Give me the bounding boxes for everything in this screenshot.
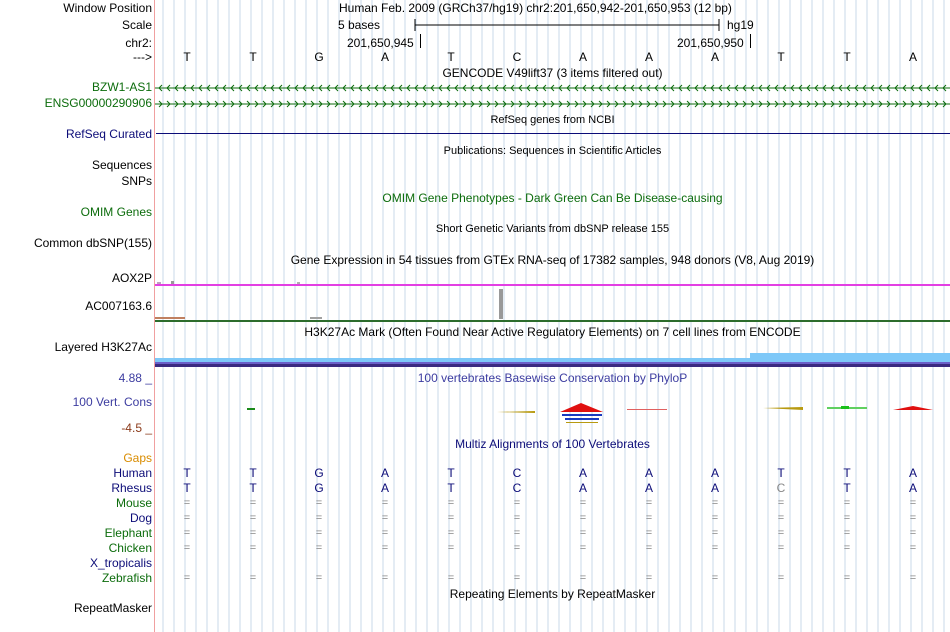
scale-bases-text: 5 bases	[338, 18, 381, 32]
alignment-base: =	[315, 497, 323, 509]
species-label: Human	[113, 466, 152, 480]
alignment-base: =	[579, 572, 587, 584]
phylop-max-label: 4.88 _	[118, 371, 152, 385]
species-label: Dog	[129, 511, 152, 525]
alignment-base: =	[645, 527, 653, 539]
alignment-base: =	[249, 572, 257, 584]
alignment-base: =	[249, 527, 257, 539]
alignment-base: T	[447, 466, 455, 480]
multiz-gaps-label: Gaps	[123, 451, 152, 465]
species-label: Elephant	[104, 526, 152, 540]
phylop-conservation-plot	[155, 400, 950, 430]
alignment-base: =	[381, 512, 389, 524]
alignment-base: =	[315, 512, 323, 524]
alignment-base: =	[645, 572, 653, 584]
alignment-base: =	[711, 512, 719, 524]
scale-label: Scale	[121, 18, 152, 32]
alignment-base: =	[711, 497, 719, 509]
refseq-curated-label[interactable]: RefSeq Curated	[65, 127, 152, 141]
alignment-base: =	[711, 542, 719, 554]
alignment-base: A	[908, 466, 917, 480]
alignment-base: =	[249, 542, 257, 554]
base-letter: T	[249, 50, 257, 64]
refseq-gene-line[interactable]	[156, 133, 950, 134]
alignment-base: A	[644, 481, 653, 495]
position-tick-1: 201,650,945	[347, 36, 414, 50]
gtex-ac007163-bars	[155, 281, 950, 323]
window-position-label: Window Position	[63, 1, 152, 15]
species-label: Rhesus	[111, 481, 152, 495]
base-letter: A	[710, 50, 719, 64]
alignment-base: A	[710, 481, 719, 495]
alignment-base: G	[314, 466, 324, 480]
alignment-base: C	[776, 481, 786, 495]
alignment-base: C	[512, 481, 522, 495]
base-letter: C	[512, 50, 522, 64]
alignment-base: =	[711, 572, 719, 584]
alignment-base: =	[777, 572, 785, 584]
common-dbsnp-label: Common dbSNP(155)	[33, 236, 152, 250]
alignment-base: =	[843, 497, 851, 509]
gtex-track-title: Gene Expression in 54 tissues from GTEx RNA-seq of 17382 samples, 948 donors (V8, Aug 2019)	[290, 253, 815, 267]
alignment-base: A	[644, 466, 653, 480]
alignment-base: A	[578, 466, 587, 480]
alignment-base: =	[843, 527, 851, 539]
alignment-base: T	[843, 481, 851, 495]
window-position-text: Human Feb. 2009 (GRCh37/hg19) chr2:201,650,942-201,650,953 (12 bp)	[339, 1, 732, 15]
alignment-base: =	[777, 497, 785, 509]
alignment-base: =	[777, 527, 785, 539]
alignment-base: =	[381, 497, 389, 509]
alignment-base: =	[447, 512, 455, 524]
scale-bar	[414, 17, 722, 33]
alignment-base: =	[645, 497, 653, 509]
multiz-track-title: Multiz Alignments of 100 Vertebrates	[455, 437, 650, 451]
alignment-base: A	[578, 481, 587, 495]
alignment-base: =	[645, 542, 653, 554]
alignment-base: =	[909, 512, 917, 524]
alignment-base: =	[579, 542, 587, 554]
base-letter: A	[578, 50, 587, 64]
alignment-base: T	[249, 466, 257, 480]
alignment-base: =	[183, 542, 191, 554]
alignment-base: C	[512, 466, 522, 480]
dbsnp-track-title: Short Genetic Variants from dbSNP release 155	[435, 223, 670, 235]
scale-assembly-text: hg19	[727, 18, 754, 32]
alignment-base: =	[315, 542, 323, 554]
alignment-base: =	[381, 527, 389, 539]
alignment-base: T	[843, 466, 851, 480]
omim-genes-label: OMIM Genes	[80, 205, 152, 219]
alignment-base: A	[380, 481, 389, 495]
alignment-base: =	[249, 497, 257, 509]
alignment-base: =	[315, 527, 323, 539]
alignment-base: =	[579, 527, 587, 539]
alignment-base: =	[381, 542, 389, 554]
base-letter: A	[908, 50, 917, 64]
alignment-base: A	[908, 481, 917, 495]
base-letter: T	[447, 50, 455, 64]
publications-sequences-label: Sequences	[91, 158, 152, 172]
gencode-track-title: GENCODE V49lift37 (3 items filtered out)	[442, 66, 663, 80]
alignment-base: =	[381, 572, 389, 584]
alignment-base: =	[447, 542, 455, 554]
alignment-base: =	[843, 542, 851, 554]
alignment-base: T	[249, 481, 257, 495]
alignment-base: =	[909, 542, 917, 554]
alignment-base: =	[513, 527, 521, 539]
repeatmasker-label: RepeatMasker	[73, 601, 152, 615]
alignment-base: T	[183, 481, 191, 495]
alignment-base: =	[183, 527, 191, 539]
publications-track-title: Publications: Sequences in Scientific Articles	[443, 145, 662, 157]
gene-bzw1-as1-line[interactable]	[155, 82, 950, 94]
alignment-base: =	[513, 497, 521, 509]
repeatmasker-track-title: Repeating Elements by RepeatMasker	[449, 587, 656, 601]
h3k27ac-track-title: H3K27Ac Mark (Often Found Near Active Regulatory Elements) on 7 cell lines from ENCODE	[304, 325, 801, 339]
alignment-base: =	[909, 527, 917, 539]
species-label: Zebrafish	[101, 571, 152, 585]
base-letter: G	[314, 50, 324, 64]
alignment-base: =	[843, 512, 851, 524]
gene-ensg00000290906-line[interactable]	[155, 98, 950, 110]
alignment-base: =	[447, 572, 455, 584]
alignment-base: =	[579, 512, 587, 524]
alignment-base: =	[843, 572, 851, 584]
alignment-base: =	[909, 572, 917, 584]
alignment-base: =	[909, 497, 917, 509]
alignment-base: =	[513, 572, 521, 584]
chromosome-label: chr2:	[125, 36, 152, 50]
alignment-base: =	[645, 512, 653, 524]
alignment-base: =	[513, 512, 521, 524]
alignment-base: G	[314, 481, 324, 495]
gtex-gene-aox2p-label[interactable]: AOX2P	[111, 271, 152, 285]
gene-label-bzw1-as1[interactable]: BZW1-AS1	[91, 80, 152, 94]
alignment-base: T	[183, 466, 191, 480]
alignment-base: =	[315, 572, 323, 584]
omim-track-title: OMIM Gene Phenotypes - Dark Green Can Be Disease-causing	[382, 191, 723, 205]
alignment-base: =	[447, 497, 455, 509]
base-letter: A	[380, 50, 389, 64]
alignment-base: A	[710, 466, 719, 480]
position-tick-2-mark	[750, 34, 751, 48]
alignment-base: A	[380, 466, 389, 480]
phylop-label[interactable]: 100 Vert. Cons	[72, 395, 152, 409]
alignment-base: =	[447, 527, 455, 539]
alignment-base: =	[513, 542, 521, 554]
alignment-base: T	[447, 481, 455, 495]
refseq-track-title: RefSeq genes from NCBI	[490, 114, 615, 126]
base-letter: T	[777, 50, 785, 64]
gtex-gene-ac007163-label[interactable]: AC007163.6	[85, 299, 152, 313]
alignment-base: =	[183, 572, 191, 584]
base-letter: T	[183, 50, 191, 64]
strand-label: --->	[133, 50, 152, 64]
snps-label: SNPs	[121, 174, 152, 188]
alignment-base: =	[249, 512, 257, 524]
alignment-base: =	[777, 542, 785, 554]
layered-h3k27ac-label: Layered H3K27Ac	[54, 340, 152, 354]
alignment-base: =	[183, 512, 191, 524]
position-tick-2: 201,650,950	[677, 36, 744, 50]
phylop-track-title: 100 vertebrates Basewise Conservation by PhyloP	[417, 371, 688, 385]
alignment-base: =	[777, 512, 785, 524]
species-label: Chicken	[108, 541, 152, 555]
alignment-base: =	[183, 497, 191, 509]
base-letter: T	[843, 50, 851, 64]
base-letter: A	[644, 50, 653, 64]
alignment-base: =	[579, 497, 587, 509]
gene-label-ensg00000290906[interactable]: ENSG00000290906	[44, 96, 152, 110]
h3k27ac-signal	[155, 352, 950, 368]
position-tick-1-mark	[420, 34, 421, 48]
phylop-min-label: -4.5 _	[121, 421, 152, 435]
alignment-base: T	[777, 466, 785, 480]
species-label: X_tropicalis	[89, 556, 152, 570]
alignment-base: =	[711, 527, 719, 539]
species-label: Mouse	[115, 496, 152, 510]
